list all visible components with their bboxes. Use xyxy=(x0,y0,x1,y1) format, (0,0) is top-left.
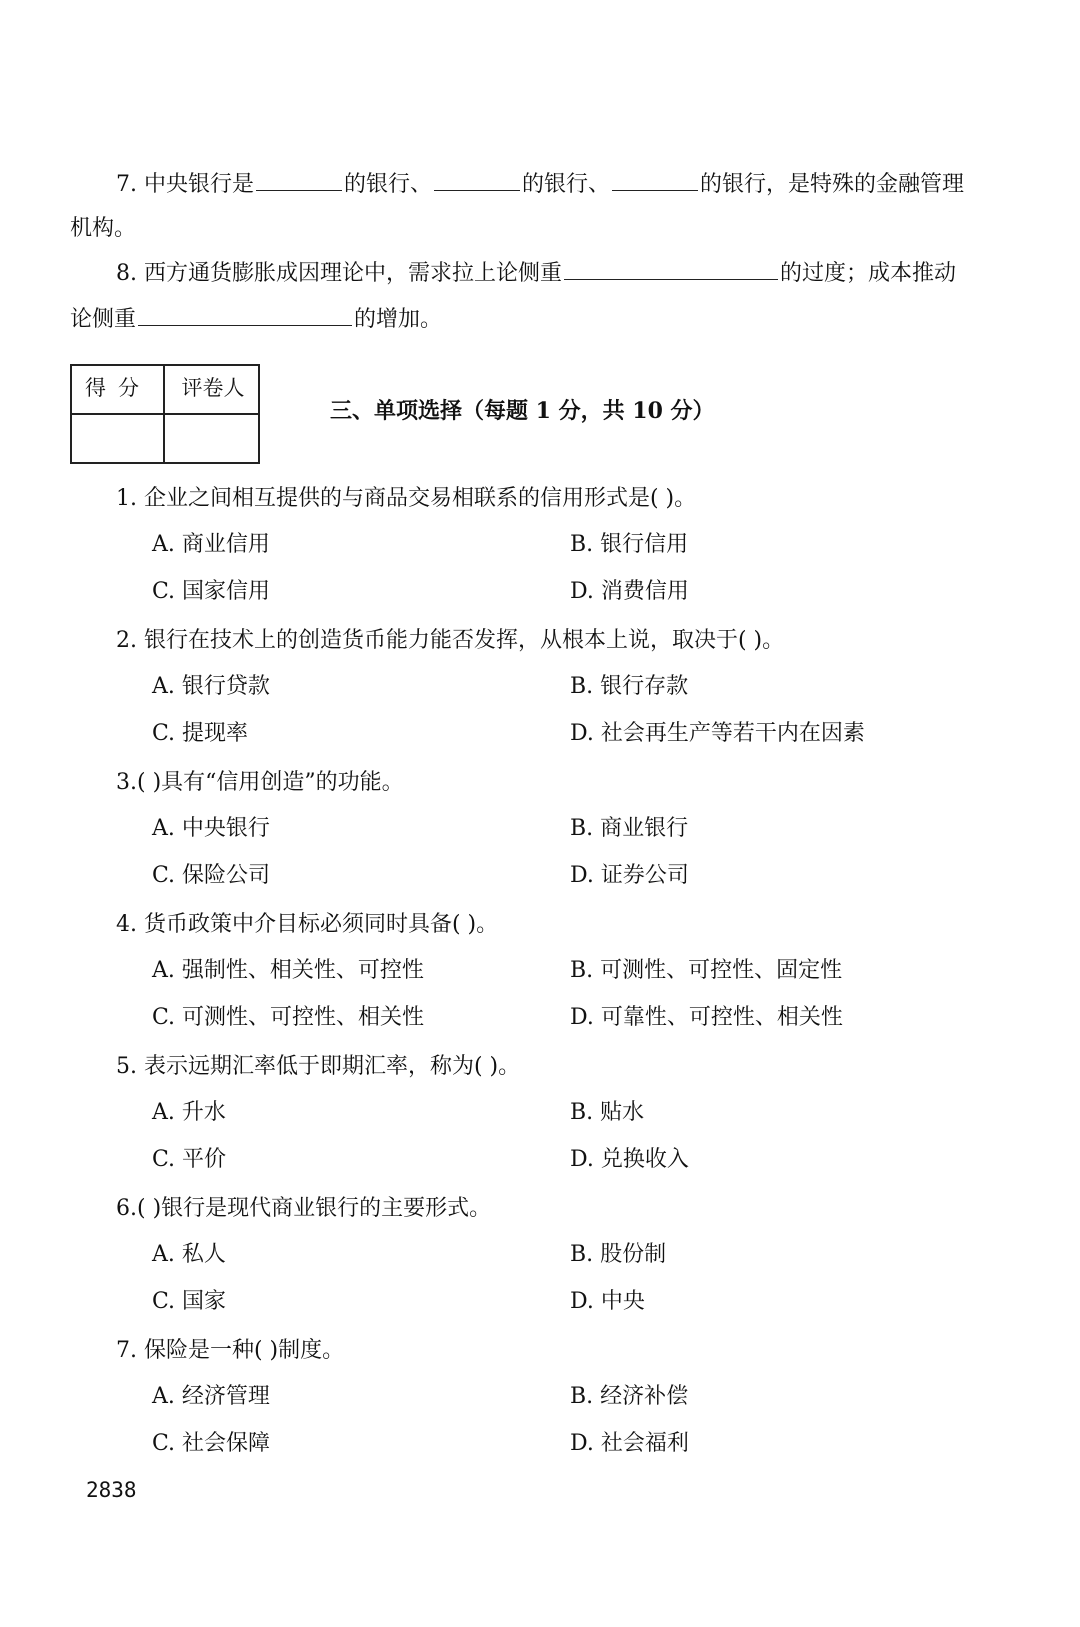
score-label: 得分 xyxy=(85,376,151,400)
option-a: A. 升水 xyxy=(152,1100,226,1125)
option-a: A. 银行贷款 xyxy=(152,674,270,699)
option-c: C. 社会保障 xyxy=(152,1431,271,1456)
option-d: D. 兑换收入 xyxy=(570,1147,689,1172)
option-d: D. 社会再生产等若干内在因素 xyxy=(570,721,865,746)
option-d: D. 社会福利 xyxy=(570,1431,689,1456)
question-stem: 6.( )银行是现代商业银行的主要形式。 xyxy=(116,1196,492,1221)
question-5 xyxy=(116,1052,996,1194)
q8-blank-1 xyxy=(564,257,778,280)
score-box-divider-horizontal xyxy=(72,413,258,415)
question-stem: 5. 表示远期汇率低于即期汇率，称为( )。 xyxy=(116,1054,521,1079)
option-b: B. 可测性、可控性、固定性 xyxy=(570,958,843,983)
question-6 xyxy=(116,1194,996,1336)
q7-blank-1 xyxy=(256,168,342,191)
question-stem: 4. 货币政策中介目标必须同时具备( )。 xyxy=(116,912,499,937)
q7-text-4: 的银行，是特殊的金融管理 xyxy=(700,172,965,197)
question-stem: 7. 保险是一种( )制度。 xyxy=(116,1338,345,1363)
question-stem: 3.( )具有“信用创造”的功能。 xyxy=(116,770,404,795)
grader-label: 评卷人 xyxy=(181,376,245,400)
option-d: D. 可靠性、可控性、相关性 xyxy=(570,1005,843,1030)
option-c: C. 保险公司 xyxy=(152,863,271,888)
q7-text-3: 的银行、 xyxy=(522,172,611,197)
question-3 xyxy=(116,768,996,910)
option-a: A. 经济管理 xyxy=(152,1384,270,1409)
q8-text-4: 的增加。 xyxy=(354,307,443,332)
q8-text-2: 的过度；成本推动 xyxy=(780,261,957,286)
section-title: 三、单项选择（每题 1 分，共 10 分） xyxy=(330,398,715,424)
option-c: C. 可测性、可控性、相关性 xyxy=(152,1005,425,1030)
score-box xyxy=(70,364,260,464)
q8-line-2 xyxy=(70,303,442,335)
option-c: C. 国家 xyxy=(152,1289,227,1314)
question-1 xyxy=(116,484,996,626)
option-b: B. 股份制 xyxy=(570,1242,667,1267)
q8-text-1: 8. 西方通货膨胀成因理论中，需求拉上论侧重 xyxy=(116,261,562,286)
q8-blank-2 xyxy=(138,303,352,326)
option-c: C. 平价 xyxy=(152,1147,227,1172)
question-stem: 2. 银行在技术上的创造货币能力能否发挥，从根本上说，取决于( )。 xyxy=(116,628,785,653)
q7-blank-2 xyxy=(434,168,520,191)
option-d: D. 消费信用 xyxy=(570,579,689,604)
option-d: D. 中央 xyxy=(570,1289,645,1314)
option-c: C. 提现率 xyxy=(152,721,249,746)
option-a: A. 私人 xyxy=(152,1242,226,1267)
option-b: B. 商业银行 xyxy=(570,816,689,841)
option-b: B. 银行存款 xyxy=(570,674,689,699)
fill-in-question-8 xyxy=(116,257,956,289)
question-stem: 1. 企业之间相互提供的与商品交易相联系的信用形式是( )。 xyxy=(116,486,697,511)
option-c: C. 国家信用 xyxy=(152,579,271,604)
q7-text-1: 7. 中央银行是 xyxy=(116,172,254,197)
option-b: B. 经济补偿 xyxy=(570,1384,689,1409)
option-a: A. 商业信用 xyxy=(152,532,270,557)
question-7 xyxy=(116,1336,996,1478)
option-a: A. 中央银行 xyxy=(152,816,270,841)
q7-line-2: 机构。 xyxy=(70,216,137,241)
q7-text-2: 的银行、 xyxy=(343,172,432,197)
option-b: B. 贴水 xyxy=(570,1100,645,1125)
page-code: 2838 xyxy=(86,1478,137,1502)
option-a: A. 强制性、相关性、可控性 xyxy=(152,958,424,983)
q7-blank-3 xyxy=(612,168,698,191)
question-4 xyxy=(116,910,996,1052)
option-b: B. 银行信用 xyxy=(570,532,689,557)
option-d: D. 证券公司 xyxy=(570,863,689,888)
q8-text-3: 论侧重 xyxy=(70,307,137,332)
fill-in-question-7 xyxy=(116,168,964,200)
question-2 xyxy=(116,626,996,768)
